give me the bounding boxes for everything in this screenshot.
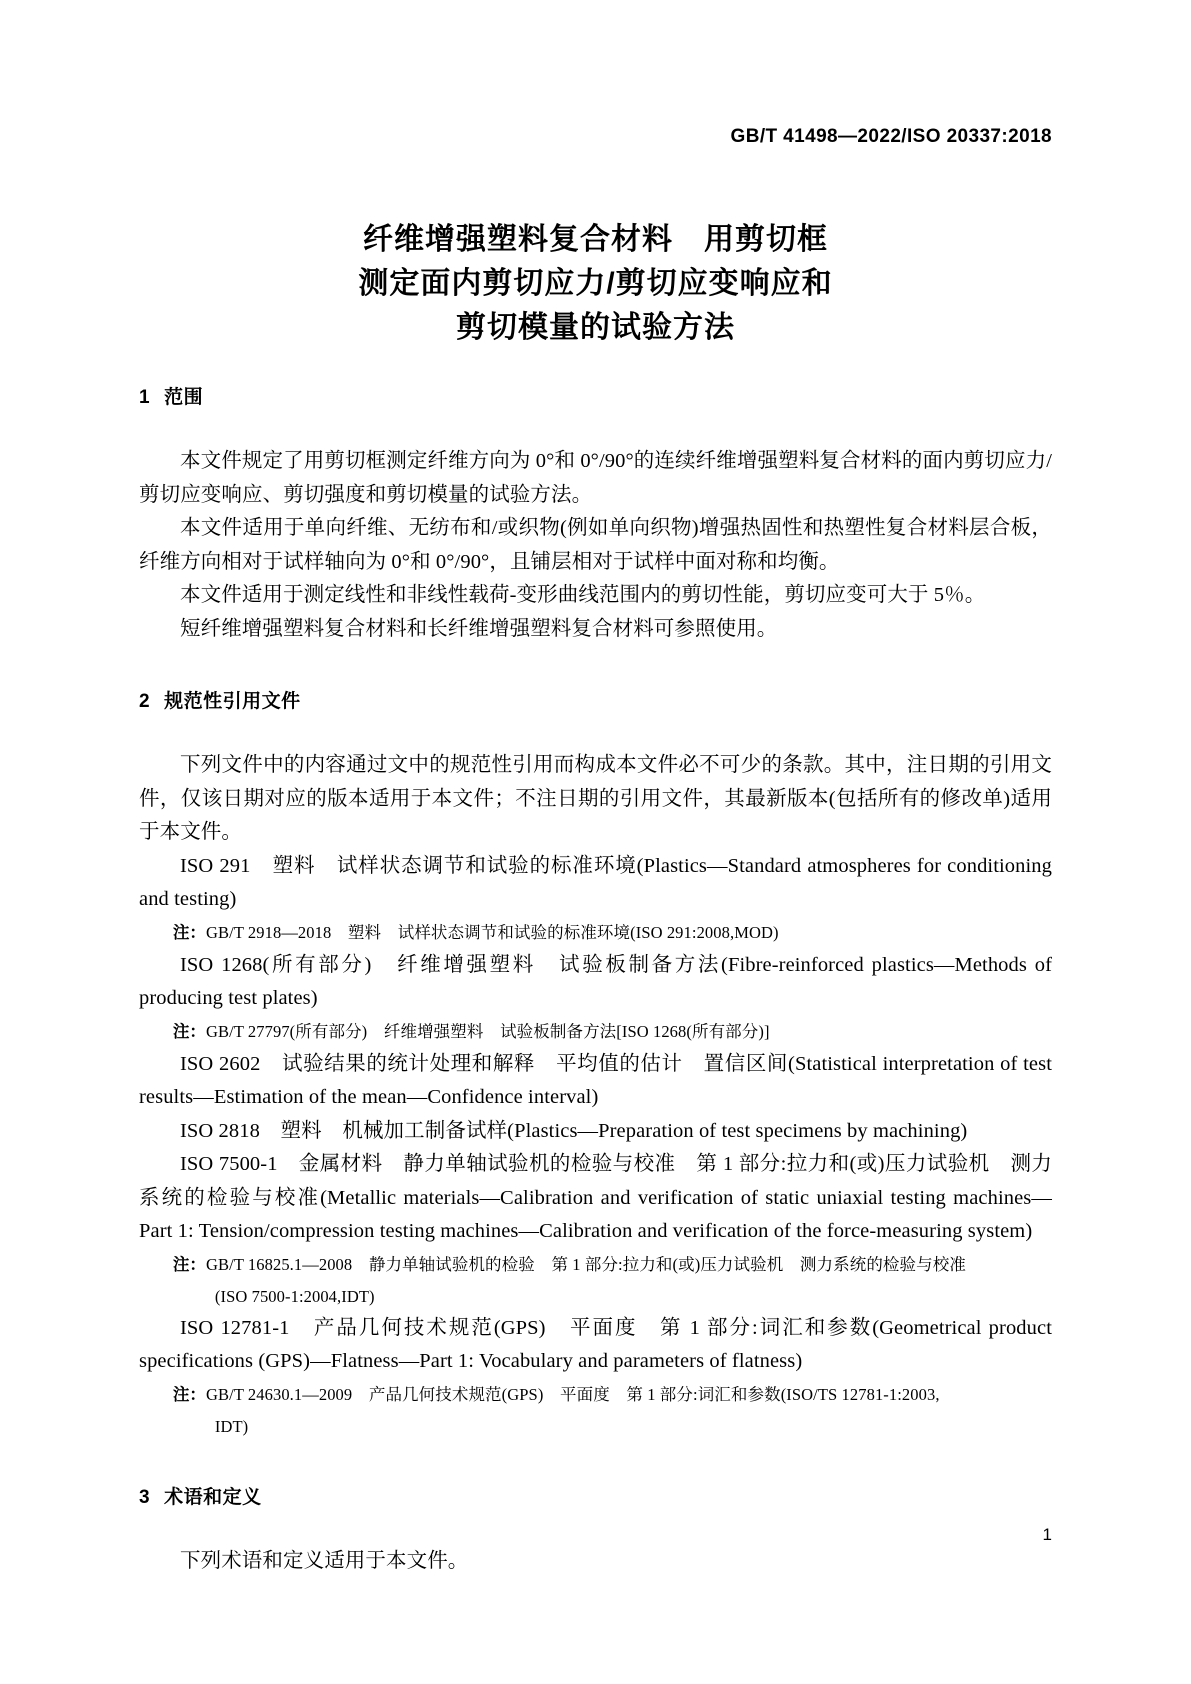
reference-entry: ISO 12781-1 产品几何技术规范(GPS) 平面度 第 1 部分:词汇和参数(Geometrical product specifications (GPS)—Flatness—Part 1: Vocabulary and parameters of flatness) xyxy=(139,1316,1052,1372)
reference-note xyxy=(139,917,1052,949)
section-heading-1 xyxy=(139,382,1052,409)
reference-note xyxy=(139,1249,1052,1281)
note-text: GB/T 27797(所有部分) 纤维增强塑料 试验板制备方法[ISO 1268(所有部分)] xyxy=(206,1021,770,1041)
title-line-3: 剪切模量的试验方法 xyxy=(456,311,735,344)
reference-note xyxy=(139,1379,1052,1411)
section-heading-3 xyxy=(139,1482,1052,1509)
note-text: GB/T 16825.1—2008 静力单轴试验机的检验 第 1 部分:拉力和(或)压力试验机 测力系统的检验与校准 xyxy=(206,1254,966,1274)
document-body xyxy=(139,382,1052,1578)
reference-note xyxy=(139,1016,1052,1048)
note-label: 注： xyxy=(172,923,207,942)
reference-entry: ISO 2818 塑料 机械加工制备试样(Plastics—Preparation of test specimens by machining) xyxy=(180,1119,968,1142)
paragraph: 本文件适用于单向纤维、无纺布和/或织物(例如单向织物)增强热固性和热塑性复合材料层合板，纤维方向相对于试样轴向为 0°和 0°/90°，且铺层相对于试样中面对称和均衡。 xyxy=(139,517,1052,573)
paragraph: 本文件适用于测定线性和非线性载荷-变形曲线范围内的剪切性能，剪切应变可大于 5％。 xyxy=(180,584,986,606)
title-line-1: 纤维增强塑料复合材料 用剪切框 xyxy=(363,223,828,256)
section-title-2: 规范性引用文件 xyxy=(164,691,301,712)
section-number-1: 1 xyxy=(139,387,151,408)
note-label: 注： xyxy=(172,1022,207,1041)
section-number-3: 3 xyxy=(139,1486,151,1508)
reference-entry: ISO 1268(所有部分) 纤维增强塑料 试验板制备方法(Fibre-reinforced plastics—Methods of producing test plates) xyxy=(139,953,1052,1009)
note-label: 注： xyxy=(172,1255,207,1274)
title-line-2: 测定面内剪切应力/剪切应变响应和 xyxy=(358,267,833,300)
section-heading-2 xyxy=(139,686,1052,713)
reference-entry: ISO 2602 试验结果的统计处理和解释 平均值的估计 置信区间(Statistical interpretation of test results—Estimation of the mean—Confidence interval) xyxy=(139,1052,1052,1108)
note-text: GB/T 24630.1—2009 产品几何技术规范(GPS) 平面度 第 1 部分:词汇和参数(ISO/TS 12781-1:2003, xyxy=(206,1384,940,1404)
reference-entry: ISO 7500-1 金属材料 静力单轴试验机的检验与校准 第 1 部分:拉力和(或)压力试验机 测力系统的检验与校准(Metallic materials—Calibration and verification of static uniaxial testing machines—Part 1: Tension/compression testing machines—Calibration and verification of the force-measuring system) xyxy=(139,1153,1052,1242)
section-number-2: 2 xyxy=(139,691,151,712)
section-title-1: 范围 xyxy=(164,387,204,408)
paragraph: 短纤维增强塑料复合材料和长纤维增强塑料复合材料可参照使用。 xyxy=(180,617,778,640)
note-label: 注： xyxy=(172,1385,207,1404)
running-header: GB/T 41498—2022/ISO 20337:2018 xyxy=(730,126,1052,147)
reference-note-continuation: (ISO 7500-1:2004,IDT) xyxy=(214,1286,375,1306)
paragraph: 下列术语和定义适用于本文件。 xyxy=(180,1549,469,1572)
note-text: GB/T 2918—2018 塑料 试样状态调节和试验的标准环境(ISO 291:2008,MOD) xyxy=(206,922,779,942)
page-title xyxy=(139,218,1052,350)
paragraph: 下列文件中的内容通过文中的规范性引用而构成本文件必不可少的条款。其中，注日期的引用文件，仅该日期对应的版本适用于本文件；不注日期的引用文件，其最新版本(包括所有的修改单)适用于本文件。 xyxy=(139,754,1052,843)
paragraph: 本文件规定了用剪切框测定纤维方向为 0°和 0°/90°的连续纤维增强塑料复合材料的面内剪切应力/剪切应变响应、剪切强度和剪切模量的试验方法。 xyxy=(139,450,1052,506)
page-number: 1 xyxy=(1042,1525,1052,1544)
reference-note-continuation: IDT) xyxy=(214,1416,249,1436)
reference-entry: ISO 291 塑料 试样状态调节和试验的标准环境(Plastics—Standard atmospheres for conditioning and testing) xyxy=(139,854,1052,910)
section-title-3: 术语和定义 xyxy=(164,1486,262,1508)
